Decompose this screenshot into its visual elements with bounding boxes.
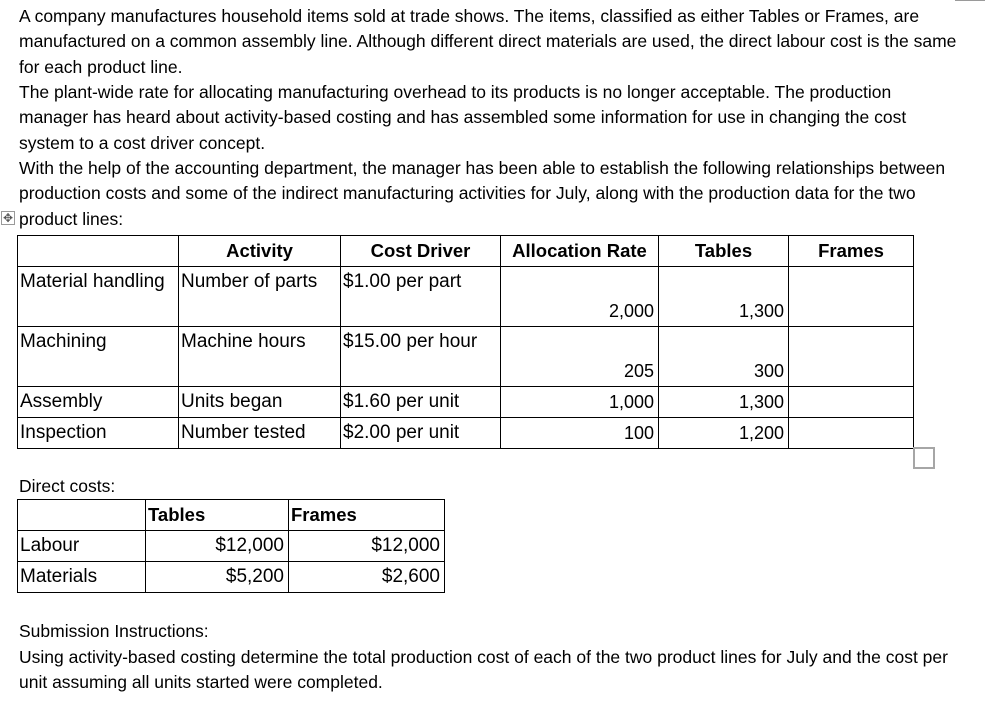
row-name: Machining — [18, 327, 179, 387]
row-frames — [789, 418, 914, 449]
header-tables: Tables — [659, 236, 789, 267]
direct-row-name: Materials — [18, 562, 146, 593]
table-row — [18, 267, 914, 327]
row-activity: Machine hours — [179, 327, 341, 387]
row-activity: Number tested — [179, 418, 341, 449]
row-allocation-rate: 2,000 — [501, 267, 659, 327]
row-cost-driver: $1.60 per unit — [341, 387, 501, 418]
row-name: Assembly — [18, 387, 179, 418]
intro-paragraph-2: The plant-wide rate for allocating manufacturing overhead to its products is no longer acceptable. The production manager has heard about activity-based costing and has assembled some information for use in changing the cost system to a cost driver concept. — [19, 82, 907, 153]
row-cost-driver: $15.00 per hour — [341, 327, 501, 387]
submission-body: Using activity-based costing determine the total production cost of each of the two product lines for July and the cost per unit assuming all units started were completed. — [19, 647, 948, 693]
activity-header-row — [18, 236, 914, 267]
row-activity: Units began — [179, 387, 341, 418]
header-blank — [18, 236, 179, 267]
table-row — [18, 418, 914, 449]
table-row — [18, 327, 914, 387]
header-activity: Activity — [179, 236, 341, 267]
direct-row-frames: $2,600 — [289, 562, 445, 593]
row-tables: 1,300 — [659, 387, 789, 418]
row-cost-driver: $2.00 per unit — [341, 418, 501, 449]
row-name: Inspection — [18, 418, 179, 449]
direct-row-name: Labour — [18, 531, 146, 562]
direct-header-tables: Tables — [146, 500, 289, 531]
resize-handle-icon[interactable] — [913, 447, 935, 469]
row-tables: 1,200 — [659, 418, 789, 449]
row-tables: 300 — [659, 327, 789, 387]
direct-header-row — [18, 500, 445, 531]
row-name: Material handling — [18, 267, 179, 327]
direct-costs-table — [17, 499, 445, 593]
header-frames: Frames — [789, 236, 914, 267]
row-allocation-rate: 1,000 — [501, 387, 659, 418]
row-frames — [789, 267, 914, 327]
intro-paragraph-3: With the help of the accounting department, the manager has been able to establish the following relationships between production costs and some of the indirect manufacturing activities for July, along with the production data for the two product lines: — [19, 158, 946, 229]
activity-table — [17, 235, 914, 449]
direct-row-tables: $12,000 — [146, 531, 289, 562]
page-edge-mark — [955, 0, 985, 3]
direct-header-frames: Frames — [289, 500, 445, 531]
direct-row-tables: $5,200 — [146, 562, 289, 593]
intro-paragraph-1: A company manufactures household items sold at trade shows. The items, classified as either Tables or Frames, are manufactured on a common assembly line. Although different direct materials are used, the direct labour cost is the same for each product line. — [19, 6, 957, 77]
row-activity: Number of parts — [179, 267, 341, 327]
row-tables: 1,300 — [659, 267, 789, 327]
table-move-icon[interactable]: ✥ — [2, 211, 14, 225]
row-allocation-rate: 205 — [501, 327, 659, 387]
header-cost-driver: Cost Driver — [341, 236, 501, 267]
row-frames — [789, 387, 914, 418]
direct-row-frames: $12,000 — [289, 531, 445, 562]
direct-header-blank — [18, 500, 146, 531]
table-row — [18, 531, 445, 562]
direct-costs-label: Direct costs: — [19, 476, 116, 496]
row-frames — [789, 327, 914, 387]
table-row — [18, 387, 914, 418]
submission-title: Submission Instructions: — [19, 621, 209, 641]
row-cost-driver: $1.00 per part — [341, 267, 501, 327]
row-allocation-rate: 100 — [501, 418, 659, 449]
table-row — [18, 562, 445, 593]
header-allocation-rate: Allocation Rate — [501, 236, 659, 267]
